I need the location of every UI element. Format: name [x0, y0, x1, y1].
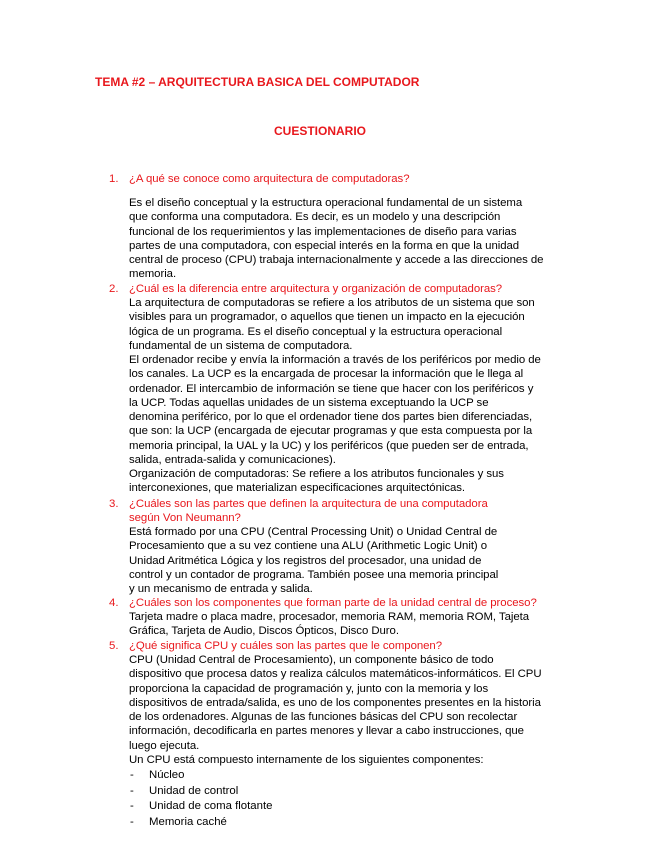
answer-line: la UCP. Todas aquellas unidades de un sistema exceptuando la UCP se [129, 396, 489, 409]
answer-line: La arquitectura de computadoras se refiere a los atributos de un sistema que son [129, 297, 535, 309]
bullet-item: Unidad de coma flotante [149, 800, 273, 812]
answer-line: memoria. [129, 268, 177, 281]
bullet-item: Unidad de control [149, 784, 239, 797]
answer-line: Es el diseño conceptual y la estructura operacional fundamental de un sistema [129, 197, 523, 209]
question-number: 3. [109, 498, 119, 510]
answer-line: funcional de los requerimientos y las implementaciones de diseño para varias [129, 225, 517, 238]
answer-line: partes de una computadora, con especial interés en la forma en que la unidad [129, 239, 520, 252]
answer-line: Organización de computadoras: Se refiere a los atributos funcionales y sus [129, 468, 504, 480]
answer-line: visibles para un programador, o aquellos que tienen un impacto en la ejecución [129, 311, 525, 324]
question-number: 4. [109, 597, 119, 609]
answer-line: dispositivo que procesa datos y realiza cálculos matemáticos-informáticos. El CPU [129, 668, 542, 681]
answer-line: Unidad Aritmética Lógica y los registros del procesador, una unidad de [129, 554, 482, 567]
bullet-dash: - [130, 815, 134, 828]
answer-line: de los ordenadores. Algunas de las funciones básicas del CPU son recolectar [129, 711, 518, 723]
answer-line: fundamental de un sistema de computadora. [129, 339, 353, 352]
question-text: ¿Cuáles son las partes que definen la arquitectura de una computadora [129, 498, 488, 510]
answer-line: proporciona la capacidad de programación y, junto con la memoria y los [129, 682, 489, 695]
answer-line: denomina periférico, por lo que el ordenador tiene dos partes bien diferenciadas, [129, 411, 533, 423]
answer-line: Un CPU está compuesto internamente de los siguientes componentes: [129, 753, 484, 766]
answer-line: Procesamiento que a su vez contiene una ALU (Arithmetic Logic Unit) o [129, 540, 488, 553]
question-text: según Von Neumann? [129, 512, 241, 524]
bullet-dash: - [130, 800, 134, 812]
bullet-item: Núcleo [149, 769, 185, 781]
answer-line: Tarjeta madre o placa madre, procesador, memoria RAM, memoria ROM, Tajeta [129, 611, 530, 623]
question-number: 2. [109, 283, 119, 295]
bullet-dash: - [130, 769, 134, 781]
answer-line: Gráfica, Tarjeta de Audio, Discos Ópticos, Disco Duro. [129, 625, 399, 638]
answer-line: los canales. La UCP es la encargada de procesar la información que le llega al [129, 368, 524, 381]
answer-line: memoria principal, la UAL y la UC) y los periféricos (que pueden ser de entrada, [129, 439, 529, 452]
question-text: ¿Cuáles son los componentes que forman parte de la unidad central de proceso? [129, 597, 537, 609]
answer-line: interconexiones, que materializan especificaciones arquitectónicas. [129, 482, 466, 495]
answer-line: y un mecanismo de entrada y salida. [129, 583, 313, 595]
answer-line: central de proceso (CPU) trabaja internacionalmente y accede a las direcciones de [129, 254, 544, 266]
answer-line: Está formado por una CPU (Central Processing Unit) o Unidad Central de [129, 526, 498, 538]
question-text: ¿Qué significa CPU y cuáles son las partes que le componen? [129, 640, 442, 652]
answer-line: dispositivos de entrada/salida, es uno de los componentes presentes en la historia [129, 696, 541, 709]
question-number: 1. [109, 173, 119, 185]
question-text: ¿A qué se conoce como arquitectura de computadoras? [129, 173, 410, 185]
answer-line: El ordenador recibe y envía la información a través de los periféricos por medio de [129, 354, 541, 366]
question-number: 5. [109, 640, 119, 652]
answer-line: luego ejecuta. [129, 739, 200, 752]
question-text: ¿Cuál es la diferencia entre arquitectura y organización de computadoras? [129, 283, 503, 295]
answer-line: información, decodificarla en partes menores y llevar a cabo instrucciones, que [129, 725, 524, 738]
answer-line: que conforma una computadora. Es decir, es un modelo y una descripción [129, 211, 501, 224]
answer-line: ordenador. El intercambio de información se tiene que hacer con los periféricos y [129, 382, 534, 395]
bullet-item: Memoria caché [149, 815, 227, 828]
bullet-dash: - [130, 784, 134, 797]
answer-line: salida, entrada-salida y comunicaciones). [129, 453, 336, 466]
answer-line: CPU (Unidad Central de Procesamiento), un componente básico de todo [129, 654, 494, 666]
answer-line: control y un contador de programa. También posee una memoria principal [129, 568, 499, 581]
answer-line: que son: la UCP (encargada de ejecutar programas y que esta compuesta por la [129, 425, 533, 438]
document-title: TEMA #2 – ARQUITECTURA BASICA DEL COMPUTADOR [95, 75, 420, 89]
answer-line: lógica de un programa. Es el diseño conceptual y la estructura operacional [129, 325, 503, 338]
section-subtitle: CUESTIONARIO [274, 124, 367, 138]
